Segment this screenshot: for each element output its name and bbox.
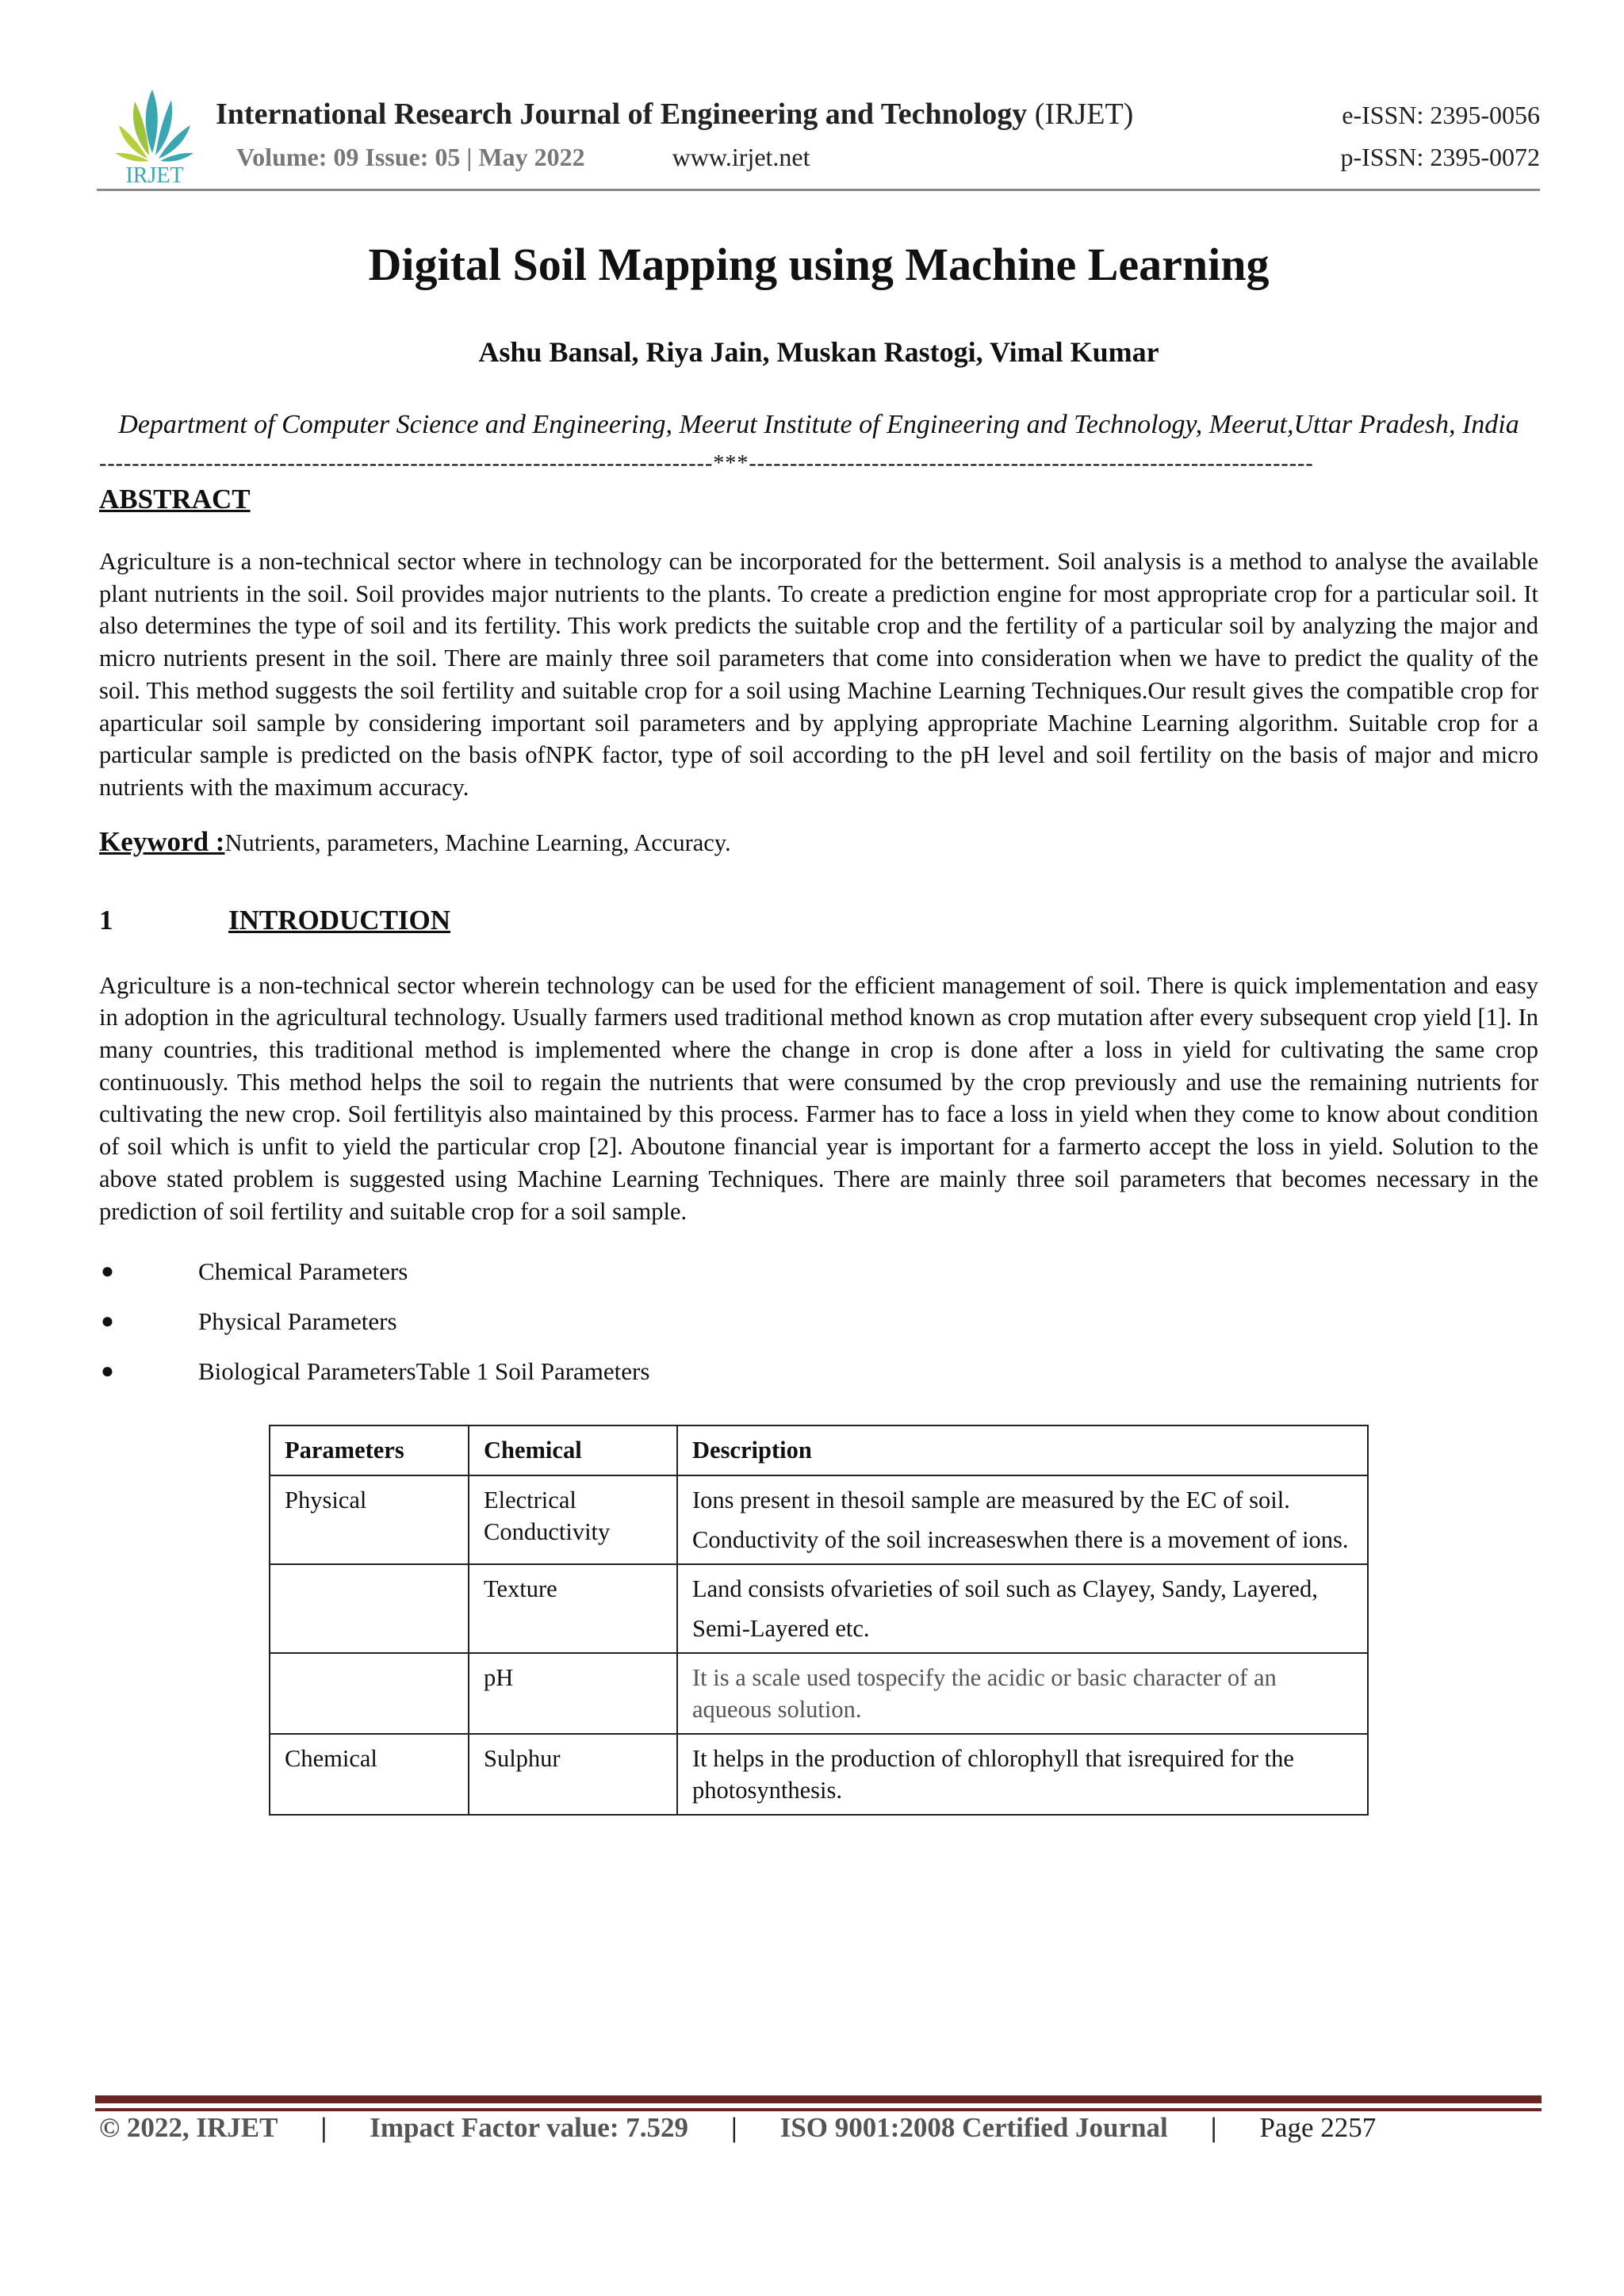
bullet-icon: ●: [101, 1309, 114, 1334]
bullet-item: [99, 1306, 1538, 1356]
footer-iso: ISO 9001:2008 Certified Journal: [779, 2112, 1168, 2143]
intro-section-heading: [99, 903, 1538, 938]
keywords: [99, 825, 1538, 860]
cell-chem: Sulphur: [469, 1734, 677, 1815]
keywords-label: Keyword :: [99, 825, 225, 857]
affiliation: Department of Computer Science and Engineering, Meerut Institute of Engineering and Technology, Meerut,Uttar Pradesh, India: [118, 410, 1519, 439]
cell-desc: [677, 1564, 1368, 1653]
footer-rule: [95, 2095, 1542, 2103]
bullet-item: [99, 1356, 1538, 1406]
keywords-text: Nutrients, parameters, Machine Learning, Accuracy.: [224, 828, 731, 856]
journal-logo: [111, 86, 198, 185]
journal-title: International Research Journal of Engineering and Technology: [216, 98, 1028, 131]
svg-text:IRJET: IRJET: [125, 163, 184, 185]
table-row: [270, 1564, 1368, 1653]
authors: Ashu Bansal, Riya Jain, Muskan Rastogi, Vimal Kumar: [478, 336, 1159, 368]
desc-line: Semi-Layered etc.: [692, 1615, 870, 1643]
bullet-text: Physical Parameters: [198, 1307, 397, 1336]
bullet-text: Chemical Parameters: [198, 1257, 408, 1286]
table-header-row: [270, 1425, 1368, 1475]
cell-desc: [677, 1653, 1368, 1734]
desc-line: It is a scale used tospecify the acidic or basic character of an aqueous solution.: [692, 1664, 1277, 1724]
page-content: [99, 235, 1538, 1816]
page-footer: [99, 2112, 1526, 2144]
desc-line: It helps in the production of chlorophyll that isrequired for the photosynthesis.: [692, 1745, 1294, 1804]
volume-issue: Volume: 09 Issue: 05 | May 2022: [236, 143, 585, 171]
col-header: Description: [677, 1425, 1368, 1475]
eissn: e-ISSN: 2395-0056: [1342, 101, 1540, 129]
footer-impact: Impact Factor value: 7.529: [370, 2112, 688, 2143]
cell-chem: Electrical Conductivity: [469, 1475, 677, 1564]
footer-separator: |: [320, 2112, 327, 2143]
journal-name: [216, 97, 1133, 132]
desc-line: Land consists ofvarieties of soil such as Clayey, Sandy, Layered,: [692, 1575, 1318, 1603]
intro-heading: INTRODUCTION: [228, 904, 451, 936]
footer-copyright: © 2022, IRJET: [99, 2112, 278, 2143]
intro-text: Agriculture is a non-technical sector wherein technology can be used for the efficient management of soil. There is quick implementation and easy in adoption in the agricultural technology. Usually farmers used traditional method known as crop mutation after every subsequent crop yield [1]. In many countries, this traditional method is implemented where the change in crop is done after a loss in yield for cultivating the same crop continuously. This method helps the soil to regain the nutrients that were consumed by the crop previously and use the remaining nutrients for cultivating the new crop. Soil fertilityis also maintained by this process. Farmer has to face a loss in yield when they come to know about condition of soil which is unfit to yield the particular crop [2]. Aboutone financial year is important for a farmerto accept the loss in yield. Solution to the above stated problem is suggested using Machine Learning Techniques. There are mainly three soil parameters that becomes necessary in the prediction of soil fertility and suitable crop for a soil sample.: [99, 971, 1538, 1225]
section-number: 1: [99, 904, 113, 936]
footer-separator: |: [731, 2112, 737, 2143]
bullet-list: [99, 1256, 1538, 1406]
cell-param: Chemical: [270, 1734, 469, 1815]
cell-desc: [677, 1475, 1368, 1564]
table-row: [270, 1653, 1368, 1734]
cell-param: Physical: [270, 1475, 469, 1564]
table-row: [270, 1475, 1368, 1564]
separator: ---------------------------------------------------------------------------***---------------------------------------------------------------------: [99, 451, 1314, 476]
col-header: Chemical: [469, 1425, 677, 1475]
bullet-icon: ●: [101, 1259, 114, 1284]
abstract-heading: ABSTRACT: [99, 484, 251, 515]
paper-title: Digital Soil Mapping using Machine Learning: [368, 239, 1270, 290]
desc-line: Ions present in thesoil sample are measured by the EC of soil.: [692, 1487, 1290, 1514]
page-header: [97, 86, 1540, 190]
journal-abbr: (IRJET): [1034, 98, 1134, 131]
cell-chem: Texture: [469, 1564, 677, 1653]
footer-separator: |: [1210, 2112, 1217, 2143]
pissn: p-ISSN: 2395-0072: [1340, 143, 1540, 171]
abstract-text: Agriculture is a non-technical sector where in technology can be incorporated for the betterment. Soil analysis is a method to analyse the available plant nutrients in the soil. Soil provides major nutrients to the plants. To create a prediction engine for most appropriate crop for a particular soil. It also determines the type of soil and its fertility. This work predicts the suitable crop and the fertility of a particular soil by analyzing the major and micro nutrients present in the soil. There are mainly three soil parameters that come into consideration when we have to predict the quality of the soil. This method suggests the soil fertility and suitable crop for a soil using Machine Learning Techniques.Our result gives the compatible crop for aparticular soil sample by considering important soil parameters and by applying appropriate Machine Learning algorithm. Suitable crop for a particular sample is predicted on the basis ofNPK factor, type of soil according to the pH level and soil fertility on the basis of major and micro nutrients with the maximum accuracy.: [99, 548, 1538, 801]
cell-chem: pH: [469, 1653, 677, 1734]
website-link[interactable]: www.irjet.net: [672, 143, 810, 171]
desc-line: Conductivity of the soil increaseswhen there is a movement of ions.: [692, 1526, 1349, 1554]
cell-desc: [677, 1734, 1368, 1815]
col-header: Parameters: [270, 1425, 469, 1475]
bullet-icon: ●: [101, 1359, 114, 1384]
header-rule: [97, 189, 1540, 191]
footer-rule-thin: [95, 2108, 1542, 2111]
bullet-item: [99, 1256, 1538, 1306]
cell-param: [270, 1653, 469, 1734]
soil-parameters-table: [269, 1425, 1369, 1816]
footer-page: Page 2257: [1259, 2112, 1377, 2143]
cell-param: [270, 1564, 469, 1653]
table-row: [270, 1734, 1368, 1815]
bullet-text: Biological ParametersTable 1 Soil Parameters: [198, 1357, 650, 1386]
